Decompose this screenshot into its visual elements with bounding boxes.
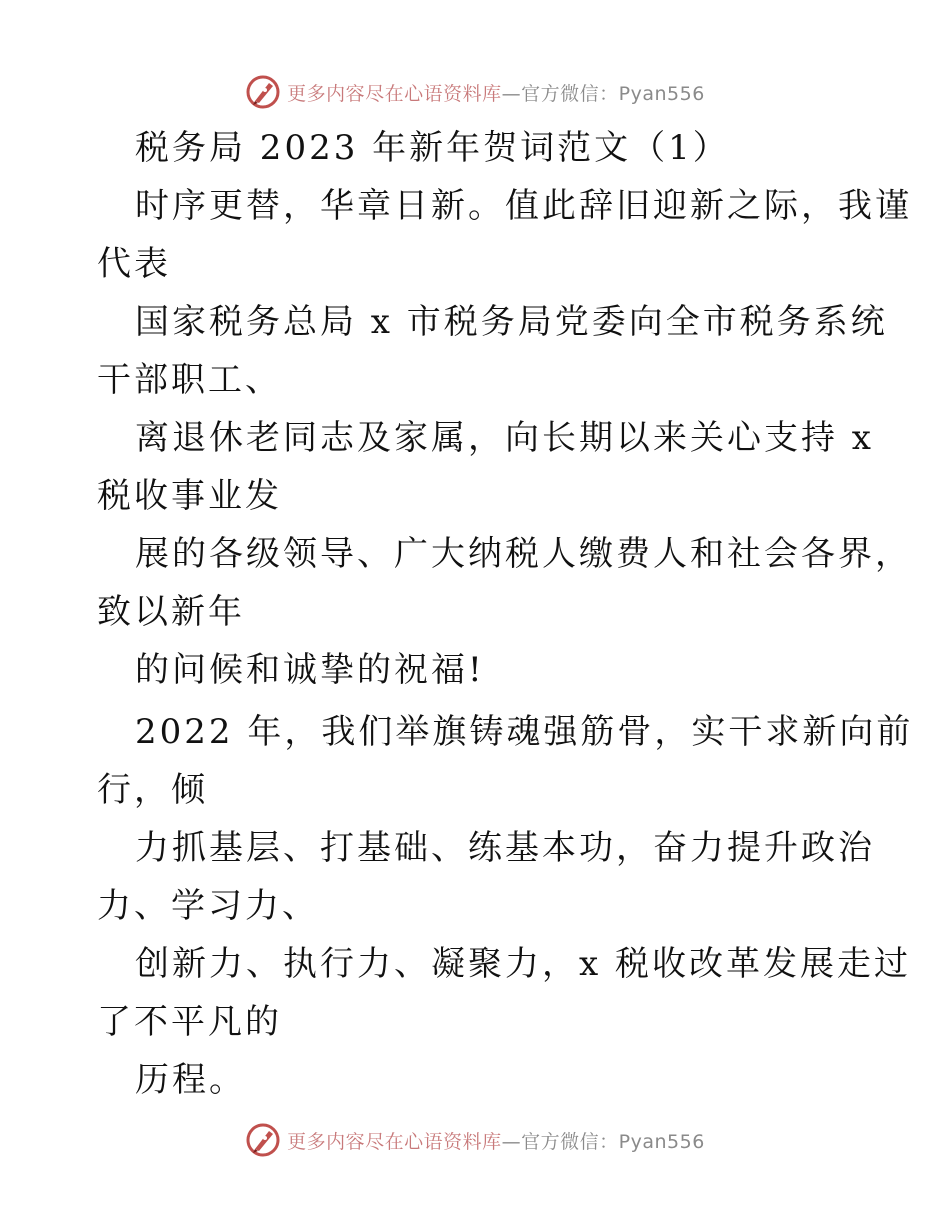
pen-logo-icon <box>245 74 281 110</box>
paragraph-line: 致以新年 <box>97 592 245 632</box>
header-watermark <box>0 72 950 112</box>
paragraph-line: 税收事业发 <box>97 476 282 516</box>
paragraph-line: 的问候和诚挚的祝福! <box>135 650 485 690</box>
watermark-separator: — <box>501 82 522 105</box>
document-title: 税务局 2023 年新年贺词范文（1） <box>135 128 730 168</box>
paragraph-line: 展的各级领导、广大纳税人缴费人和社会各界， <box>135 534 912 574</box>
paragraph-line: 行，倾 <box>97 770 208 810</box>
watermark-contact: 官方微信：Pyan556 <box>521 1130 705 1153</box>
paragraph-line: 离退休老同志及家属，向长期以来关心支持 x <box>135 418 874 458</box>
paragraph-line: 干部职工、 <box>97 360 282 400</box>
watermark-title: 更多内容尽在心语资料库 <box>287 1130 502 1153</box>
pen-logo-icon <box>245 1122 281 1158</box>
paragraph-line: 了不平凡的 <box>97 1002 282 1042</box>
paragraph-line: 代表 <box>97 244 171 284</box>
paragraph-line: 历程。 <box>135 1060 246 1100</box>
paragraph-line: 创新力、执行力、凝聚力，x 税收改革发展走过 <box>135 944 911 984</box>
watermark-separator: — <box>501 1130 522 1153</box>
paragraph-line: 力、学习力、 <box>97 886 319 926</box>
watermark-title: 更多内容尽在心语资料库 <box>287 82 502 105</box>
paragraph-line: 2022 年，我们举旗铸魂强筋骨，实干求新向前 <box>135 712 914 752</box>
watermark-contact: 官方微信：Pyan556 <box>521 82 705 105</box>
paragraph-line: 力抓基层、打基础、练基本功，奋力提升政治 <box>135 828 875 868</box>
footer-watermark <box>0 1120 950 1160</box>
paragraph-line: 国家税务总局 x 市税务局党委向全市税务系统 <box>135 302 888 342</box>
paragraph-line: 时序更替，华章日新。值此辞旧迎新之际，我谨 <box>135 186 912 226</box>
